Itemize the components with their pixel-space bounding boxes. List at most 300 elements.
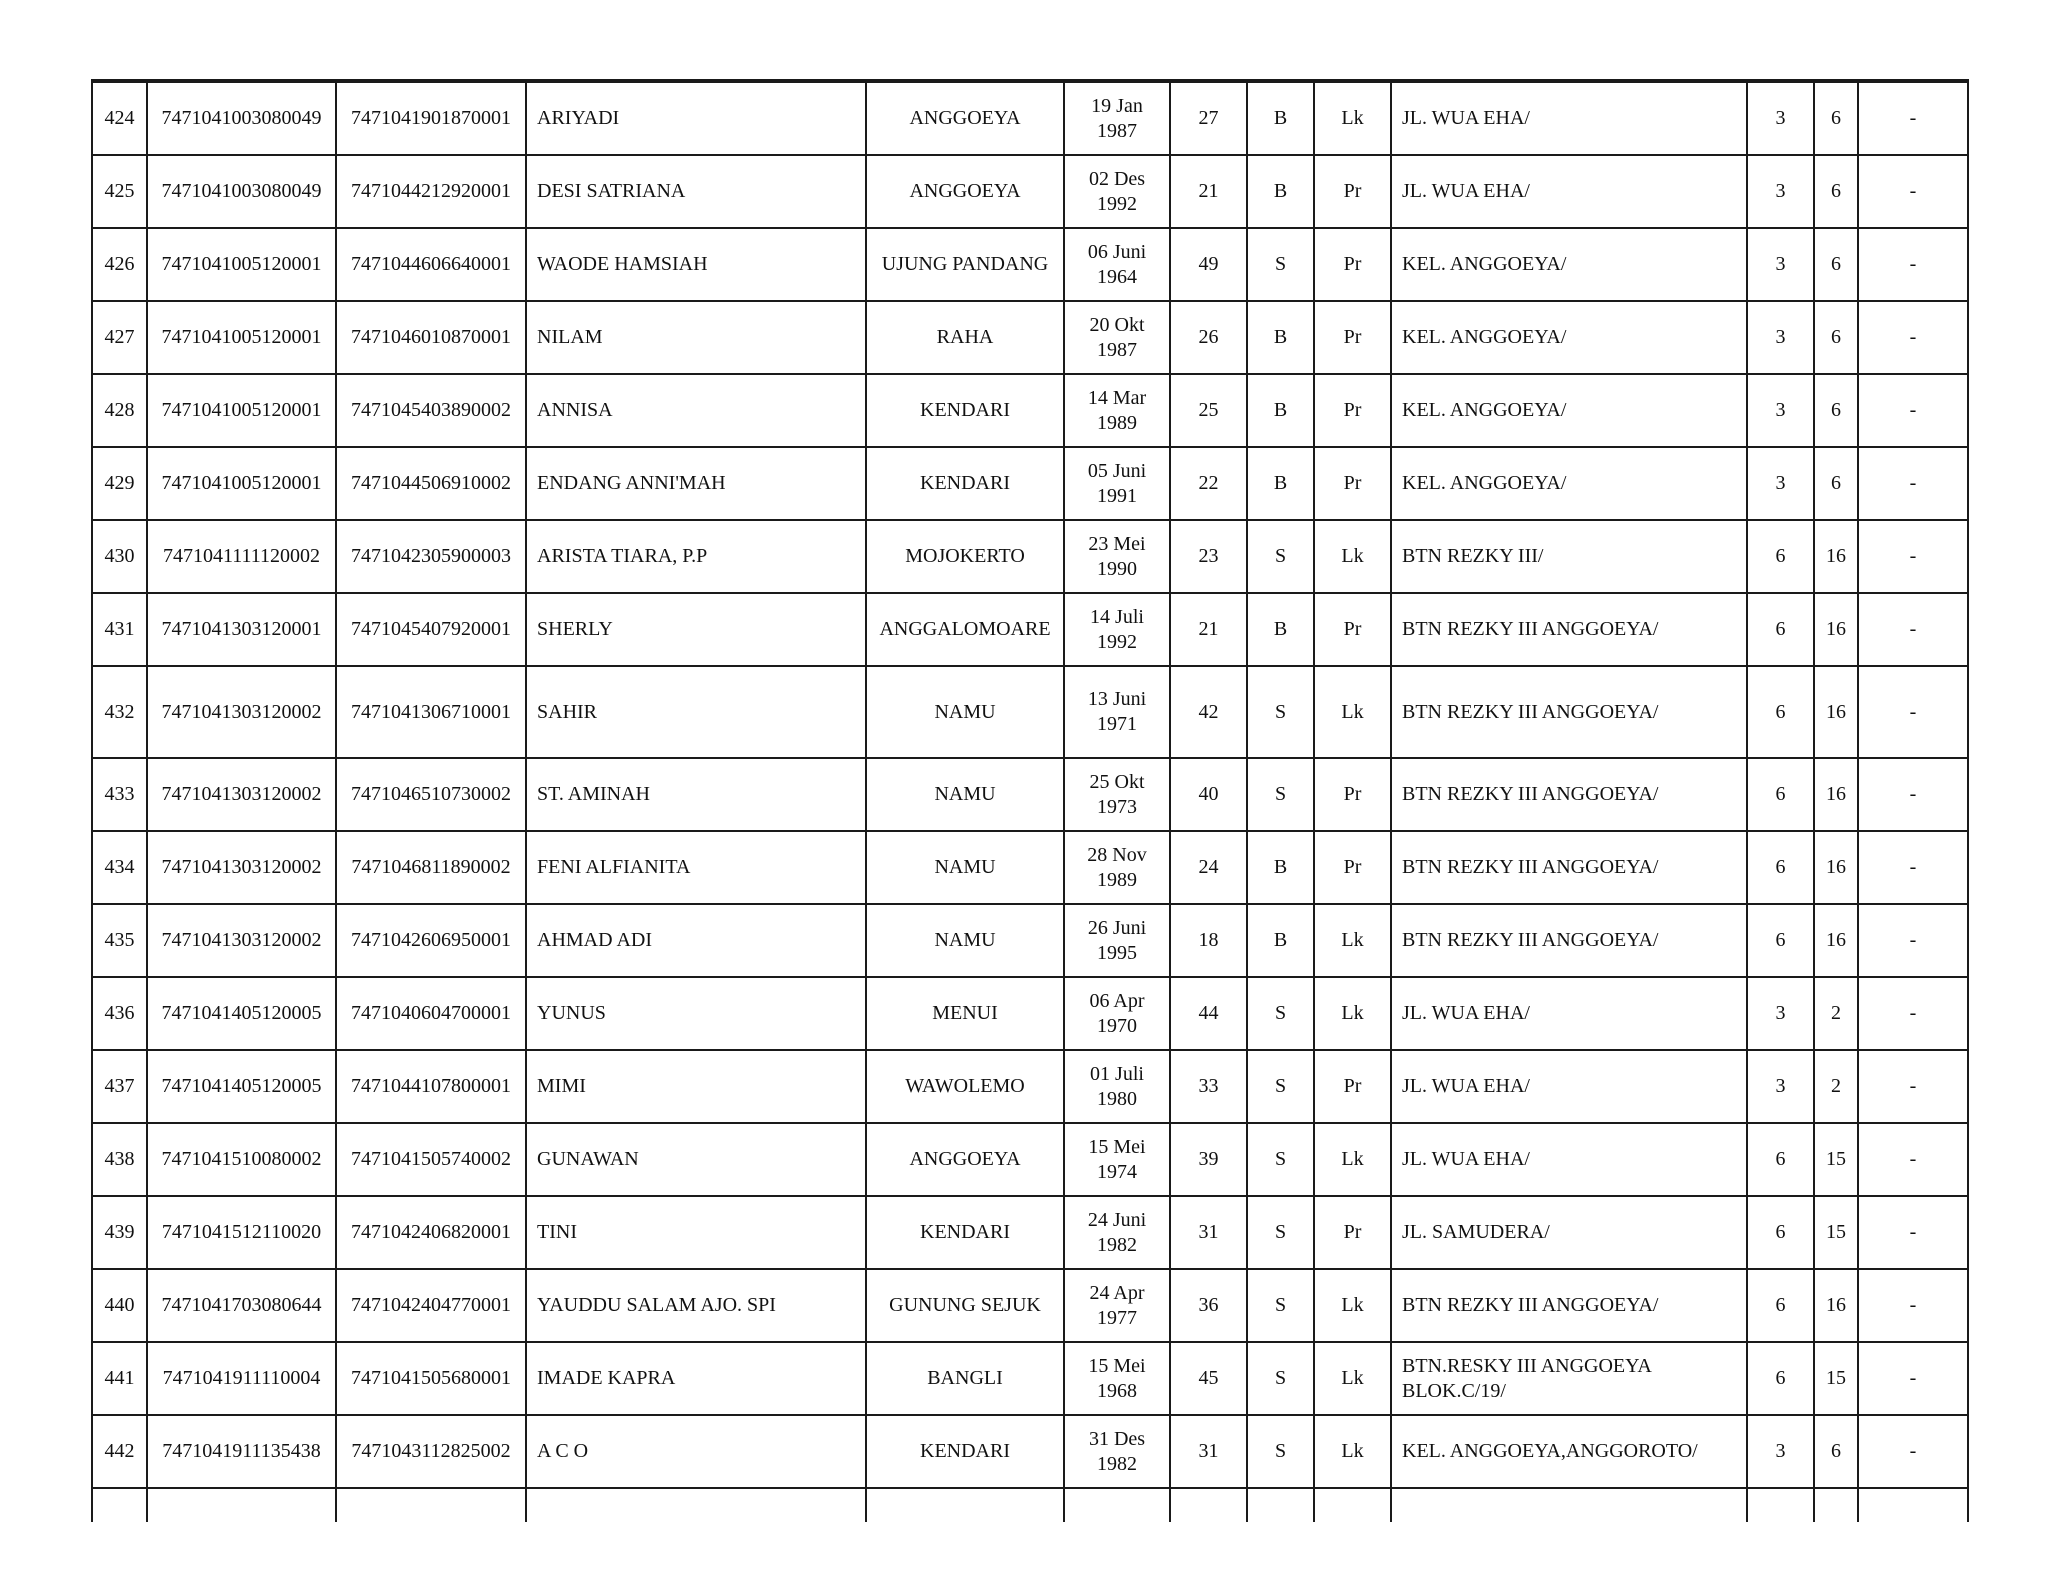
family-card-number-cell: 7471041303120001	[147, 593, 336, 666]
birth-year: 1977	[1097, 1306, 1137, 1329]
row-number-cell: 442	[92, 1415, 147, 1488]
birth-year: 1968	[1097, 1379, 1137, 1402]
birthplace-cell: MOJOKERTO	[866, 520, 1064, 593]
address-cell: BTN REZKY III ANGGOEYA/	[1391, 666, 1747, 758]
rw-cell: 15	[1814, 1123, 1858, 1196]
address-cell: KEL. ANGGOEYA/	[1391, 374, 1747, 447]
rw-cell: 15	[1814, 1196, 1858, 1269]
note-cell: -	[1858, 977, 1968, 1050]
sex-cell: Lk	[1314, 520, 1391, 593]
age-cell: 45	[1170, 1342, 1247, 1415]
family-card-number-cell: 7471041111120002	[147, 520, 336, 593]
birthplace-cell: UJUNG PANDANG	[866, 228, 1064, 301]
rw-cell: 16	[1814, 758, 1858, 831]
birth-day-month: 24 Apr	[1089, 1281, 1145, 1304]
rt-cell: 3	[1747, 301, 1814, 374]
name-cell: ENDANG ANNI'MAH	[526, 447, 866, 520]
id-number-cell: 7471044212920001	[336, 155, 526, 228]
birth-date-cell	[1064, 155, 1170, 228]
note-cell: -	[1858, 301, 1968, 374]
birth-day-month: 06 Juni	[1087, 240, 1147, 263]
address-cell: JL. SAMUDERA/	[1391, 1196, 1747, 1269]
rw-cell: 6	[1814, 155, 1858, 228]
rt-cell: 3	[1747, 1415, 1814, 1488]
birth-day-month: 14 Juli	[1090, 605, 1144, 628]
marital-status-cell: B	[1247, 82, 1314, 155]
marital-status-cell: S	[1247, 520, 1314, 593]
table-row	[92, 374, 1968, 447]
birth-date-cell	[1064, 977, 1170, 1050]
birthplace-cell: KENDARI	[866, 374, 1064, 447]
name-cell: AHMAD ADI	[526, 904, 866, 977]
rt-cell: 3	[1747, 82, 1814, 155]
birth-year: 1982	[1097, 1233, 1137, 1256]
age-cell: 23	[1170, 520, 1247, 593]
table-row	[92, 1269, 1968, 1342]
address-cell: KEL. ANGGOEYA/	[1391, 228, 1747, 301]
family-card-number-cell: 7471041005120001	[147, 374, 336, 447]
address-cell: BTN REZKY III ANGGOEYA/	[1391, 831, 1747, 904]
family-card-number-cell: 7471041510080002	[147, 1123, 336, 1196]
birth-day-month: 25 Okt	[1089, 770, 1145, 793]
birthplace-cell: WAWOLEMO	[866, 1050, 1064, 1123]
row-number-cell: 426	[92, 228, 147, 301]
birth-day-month: 15 Mei	[1088, 1354, 1146, 1377]
name-cell: DESI SATRIANA	[526, 155, 866, 228]
rw-cell: 6	[1814, 374, 1858, 447]
row-number-cell: 436	[92, 977, 147, 1050]
birth-date-cell	[1064, 1196, 1170, 1269]
family-card-number-cell: 7471041003080049	[147, 82, 336, 155]
name-cell: YUNUS	[526, 977, 866, 1050]
table-row	[92, 1342, 1968, 1415]
note-cell: -	[1858, 1415, 1968, 1488]
birth-date-cell	[1064, 1050, 1170, 1123]
marital-status-cell: B	[1247, 301, 1314, 374]
birth-year: 1982	[1097, 1452, 1137, 1475]
table-row	[92, 1123, 1968, 1196]
family-card-number-cell: 7471041303120002	[147, 666, 336, 758]
rt-cell: 6	[1747, 758, 1814, 831]
table-row	[92, 520, 1968, 593]
sex-cell: Lk	[1314, 1415, 1391, 1488]
id-number-cell: 7471044506910002	[336, 447, 526, 520]
family-card-number-cell: 7471041405120005	[147, 1050, 336, 1123]
name-cell: A C O	[526, 1415, 866, 1488]
birthplace-cell: ANGGOEYA	[866, 155, 1064, 228]
note-cell: -	[1858, 593, 1968, 666]
birth-date-cell	[1064, 758, 1170, 831]
sex-cell: Pr	[1314, 1196, 1391, 1269]
birth-day-month: 23 Mei	[1088, 532, 1146, 555]
birth-date-cell	[1064, 1123, 1170, 1196]
address-cell: JL. WUA EHA/	[1391, 1123, 1747, 1196]
rt-cell: 6	[1747, 1342, 1814, 1415]
rw-cell: 16	[1814, 904, 1858, 977]
id-number-cell: 7471046811890002	[336, 831, 526, 904]
table-row	[92, 301, 1968, 374]
birth-year: 1992	[1097, 192, 1137, 215]
birth-year: 1992	[1097, 630, 1137, 653]
rt-cell: 6	[1747, 1196, 1814, 1269]
family-card-number-cell: 7471041303120002	[147, 904, 336, 977]
birth-date-cell	[1064, 831, 1170, 904]
age-cell: 39	[1170, 1123, 1247, 1196]
marital-status-cell: S	[1247, 1269, 1314, 1342]
row-number-cell: 438	[92, 1123, 147, 1196]
sex-cell: Pr	[1314, 758, 1391, 831]
birthplace-cell: KENDARI	[866, 1415, 1064, 1488]
age-cell: 21	[1170, 593, 1247, 666]
age-cell: 31	[1170, 1196, 1247, 1269]
voter-list-table	[91, 79, 1969, 1522]
birth-date-cell	[1064, 447, 1170, 520]
address-cell: BTN REZKY III ANGGOEYA/	[1391, 904, 1747, 977]
birthplace-cell: MENUI	[866, 977, 1064, 1050]
birth-year: 1964	[1097, 265, 1137, 288]
row-number-cell: 431	[92, 593, 147, 666]
age-cell: 36	[1170, 1269, 1247, 1342]
age-cell: 22	[1170, 447, 1247, 520]
address-cell: JL. WUA EHA/	[1391, 1050, 1747, 1123]
row-number-cell: 429	[92, 447, 147, 520]
rw-cell: 6	[1814, 1415, 1858, 1488]
birth-year: 1973	[1097, 795, 1137, 818]
rw-cell: 16	[1814, 593, 1858, 666]
family-card-number-cell: 7471041303120002	[147, 831, 336, 904]
age-cell: 21	[1170, 155, 1247, 228]
family-card-number-cell: 7471041911110004	[147, 1342, 336, 1415]
age-cell: 42	[1170, 666, 1247, 758]
note-cell: -	[1858, 447, 1968, 520]
sex-cell: Pr	[1314, 155, 1391, 228]
address-cell: JL. WUA EHA/	[1391, 155, 1747, 228]
address-cell: BTN REZKY III ANGGOEYA/	[1391, 593, 1747, 666]
row-number-cell: 424	[92, 82, 147, 155]
sex-cell: Lk	[1314, 82, 1391, 155]
table-row	[92, 1196, 1968, 1269]
marital-status-cell: S	[1247, 1196, 1314, 1269]
id-number-cell: 7471045407920001	[336, 593, 526, 666]
marital-status-cell: S	[1247, 1123, 1314, 1196]
id-number-cell: 7471044606640001	[336, 228, 526, 301]
rw-cell: 15	[1814, 1342, 1858, 1415]
address-cell: KEL. ANGGOEYA/	[1391, 447, 1747, 520]
marital-status-cell: B	[1247, 374, 1314, 447]
sex-cell: Pr	[1314, 831, 1391, 904]
marital-status-cell: S	[1247, 1342, 1314, 1415]
marital-status-cell: S	[1247, 758, 1314, 831]
note-cell: -	[1858, 1269, 1968, 1342]
family-card-number-cell: 7471041703080644	[147, 1269, 336, 1342]
marital-status-cell: B	[1247, 831, 1314, 904]
rw-cell: 16	[1814, 1269, 1858, 1342]
table-row	[92, 977, 1968, 1050]
age-cell: 24	[1170, 831, 1247, 904]
row-number-cell: 440	[92, 1269, 147, 1342]
rw-cell: 2	[1814, 977, 1858, 1050]
birth-date-cell	[1064, 82, 1170, 155]
birthplace-cell: NAMU	[866, 758, 1064, 831]
family-card-number-cell: 7471041005120001	[147, 301, 336, 374]
row-number-cell: 434	[92, 831, 147, 904]
birth-year: 1970	[1097, 1014, 1137, 1037]
address-cell: JL. WUA EHA/	[1391, 82, 1747, 155]
birthplace-cell: ANGGOEYA	[866, 1123, 1064, 1196]
rw-cell: 2	[1814, 1050, 1858, 1123]
name-cell: TINI	[526, 1196, 866, 1269]
table-row	[92, 831, 1968, 904]
address-cell: KEL. ANGGOEYA,ANGGOROTO/	[1391, 1415, 1747, 1488]
marital-status-cell: B	[1247, 447, 1314, 520]
birthplace-cell: KENDARI	[866, 447, 1064, 520]
address-cell: BTN REZKY III ANGGOEYA/	[1391, 758, 1747, 831]
birth-day-month: 01 Juli	[1090, 1062, 1144, 1085]
id-number-cell: 7471042406820001	[336, 1196, 526, 1269]
age-cell: 25	[1170, 374, 1247, 447]
sex-cell: Pr	[1314, 301, 1391, 374]
birth-day-month: 06 Apr	[1089, 989, 1145, 1012]
id-number-cell: 7471044107800001	[336, 1050, 526, 1123]
birthplace-cell: NAMU	[866, 666, 1064, 758]
family-card-number-cell: 7471041005120001	[147, 228, 336, 301]
birth-year: 1974	[1097, 1160, 1137, 1183]
marital-status-cell: S	[1247, 1050, 1314, 1123]
row-number-cell: 427	[92, 301, 147, 374]
rt-cell: 3	[1747, 155, 1814, 228]
id-number-cell: 7471045403890002	[336, 374, 526, 447]
birth-year: 1995	[1097, 941, 1137, 964]
note-cell: -	[1858, 374, 1968, 447]
sex-cell: Pr	[1314, 593, 1391, 666]
table-row	[92, 1415, 1968, 1488]
family-card-number-cell: 7471041512110020	[147, 1196, 336, 1269]
age-cell: 27	[1170, 82, 1247, 155]
birthplace-cell: NAMU	[866, 831, 1064, 904]
sex-cell: Lk	[1314, 904, 1391, 977]
marital-status-cell: B	[1247, 155, 1314, 228]
table-row	[92, 1050, 1968, 1123]
row-number-cell: 425	[92, 155, 147, 228]
rw-cell: 6	[1814, 82, 1858, 155]
birthplace-cell: RAHA	[866, 301, 1064, 374]
sex-cell: Pr	[1314, 447, 1391, 520]
note-cell: -	[1858, 1342, 1968, 1415]
age-cell: 18	[1170, 904, 1247, 977]
rw-cell: 6	[1814, 228, 1858, 301]
id-number-cell: 7471041901870001	[336, 82, 526, 155]
birthplace-cell: BANGLI	[866, 1342, 1064, 1415]
birth-day-month: 20 Okt	[1089, 313, 1145, 336]
name-cell: ARISTA TIARA, P.P	[526, 520, 866, 593]
name-cell: WAODE HAMSIAH	[526, 228, 866, 301]
rt-cell: 6	[1747, 831, 1814, 904]
sex-cell: Lk	[1314, 977, 1391, 1050]
table-row	[92, 228, 1968, 301]
table-row	[92, 593, 1968, 666]
rt-cell: 3	[1747, 447, 1814, 520]
family-card-number-cell: 7471041303120002	[147, 758, 336, 831]
age-cell: 49	[1170, 228, 1247, 301]
id-number-cell: 7471043112825002	[336, 1415, 526, 1488]
address-cell: BTN.RESKY III ANGGOEYA BLOK.C/19/	[1391, 1342, 1747, 1415]
table-row	[92, 82, 1968, 155]
sex-cell: Pr	[1314, 374, 1391, 447]
birth-year: 1987	[1097, 119, 1137, 142]
id-number-cell: 7471041505740002	[336, 1123, 526, 1196]
marital-status-cell: S	[1247, 977, 1314, 1050]
age-cell: 44	[1170, 977, 1247, 1050]
birth-day-month: 13 Juni	[1087, 688, 1147, 710]
family-card-number-cell: 7471041003080049	[147, 155, 336, 228]
age-cell: 26	[1170, 301, 1247, 374]
family-card-number-cell: 7471041005120001	[147, 447, 336, 520]
rt-cell: 3	[1747, 977, 1814, 1050]
birth-date-cell	[1064, 520, 1170, 593]
address-cell: KEL. ANGGOEYA/	[1391, 301, 1747, 374]
marital-status-cell: B	[1247, 904, 1314, 977]
note-cell: -	[1858, 228, 1968, 301]
rt-cell: 6	[1747, 1269, 1814, 1342]
rw-cell: 16	[1814, 666, 1858, 758]
rt-cell: 6	[1747, 904, 1814, 977]
birth-day-month: 31 Des	[1088, 1427, 1146, 1450]
note-cell: -	[1858, 831, 1968, 904]
birth-year: 1990	[1097, 557, 1137, 580]
rt-cell: 6	[1747, 1123, 1814, 1196]
birth-date-cell	[1064, 1269, 1170, 1342]
name-cell: ST. AMINAH	[526, 758, 866, 831]
age-cell: 31	[1170, 1415, 1247, 1488]
note-cell: -	[1858, 666, 1968, 758]
sex-cell: Pr	[1314, 228, 1391, 301]
sex-cell: Pr	[1314, 1050, 1391, 1123]
rt-cell: 6	[1747, 520, 1814, 593]
birth-date-cell	[1064, 1415, 1170, 1488]
birth-year: 1991	[1097, 484, 1137, 507]
birth-year: 1971	[1097, 713, 1137, 735]
family-card-number-cell: 7471041911135438	[147, 1415, 336, 1488]
rw-cell: 16	[1814, 831, 1858, 904]
age-cell: 40	[1170, 758, 1247, 831]
birth-year: 1989	[1097, 868, 1137, 891]
note-cell: -	[1858, 1196, 1968, 1269]
birth-year: 1980	[1097, 1087, 1137, 1110]
row-number-cell: 428	[92, 374, 147, 447]
name-cell: ARIYADI	[526, 82, 866, 155]
row-number-cell: 439	[92, 1196, 147, 1269]
rw-cell: 16	[1814, 520, 1858, 593]
row-number-cell: 432	[92, 666, 147, 758]
marital-status-cell: S	[1247, 666, 1314, 758]
birthplace-cell: NAMU	[866, 904, 1064, 977]
family-card-number-cell: 7471041405120005	[147, 977, 336, 1050]
address-cell: BTN REZKY III/	[1391, 520, 1747, 593]
table-body	[92, 80, 1968, 1522]
row-number-cell: 430	[92, 520, 147, 593]
name-cell: ANNISA	[526, 374, 866, 447]
birth-day-month: 28 Nov	[1087, 843, 1147, 866]
marital-status-cell: S	[1247, 1415, 1314, 1488]
rt-cell: 3	[1747, 228, 1814, 301]
note-cell: -	[1858, 1123, 1968, 1196]
address-cell: JL. WUA EHA/	[1391, 977, 1747, 1050]
name-cell: YAUDDU SALAM AJO. SPI	[526, 1269, 866, 1342]
birth-date-cell	[1064, 593, 1170, 666]
marital-status-cell: B	[1247, 593, 1314, 666]
sex-cell: Lk	[1314, 1123, 1391, 1196]
birth-day-month: 19 Jan	[1091, 94, 1143, 117]
note-cell: -	[1858, 758, 1968, 831]
name-cell: IMADE KAPRA	[526, 1342, 866, 1415]
name-cell: FENI ALFIANITA	[526, 831, 866, 904]
name-cell: MIMI	[526, 1050, 866, 1123]
rw-cell: 6	[1814, 301, 1858, 374]
name-cell: GUNAWAN	[526, 1123, 866, 1196]
marital-status-cell: S	[1247, 228, 1314, 301]
birth-day-month: 02 Des	[1088, 167, 1146, 190]
row-number-cell: 441	[92, 1342, 147, 1415]
row-number-cell: 435	[92, 904, 147, 977]
birthplace-cell: GUNUNG SEJUK	[866, 1269, 1064, 1342]
note-cell: -	[1858, 1050, 1968, 1123]
id-number-cell: 7471041505680001	[336, 1342, 526, 1415]
rt-cell: 6	[1747, 666, 1814, 758]
rt-cell: 3	[1747, 1050, 1814, 1123]
sex-cell: Lk	[1314, 1269, 1391, 1342]
birth-year: 1989	[1097, 411, 1137, 434]
sex-cell: Lk	[1314, 1342, 1391, 1415]
note-cell: -	[1858, 520, 1968, 593]
sex-cell: Lk	[1314, 666, 1391, 758]
birthplace-cell: ANGGOEYA	[866, 82, 1064, 155]
id-number-cell: 7471042606950001	[336, 904, 526, 977]
rt-cell: 6	[1747, 593, 1814, 666]
age-cell: 33	[1170, 1050, 1247, 1123]
birth-date-cell	[1064, 666, 1170, 758]
id-number-cell: 7471042404770001	[336, 1269, 526, 1342]
birthplace-cell: KENDARI	[866, 1196, 1064, 1269]
name-cell: NILAM	[526, 301, 866, 374]
birth-day-month: 05 Juni	[1087, 459, 1147, 482]
name-cell: SAHIR	[526, 666, 866, 758]
table-row	[92, 447, 1968, 520]
note-cell: -	[1858, 904, 1968, 977]
birthplace-cell: ANGGALOMOARE	[866, 593, 1064, 666]
name-cell: SHERLY	[526, 593, 866, 666]
row-number-cell: 437	[92, 1050, 147, 1123]
note-cell: -	[1858, 155, 1968, 228]
table-row	[92, 155, 1968, 228]
table-row	[92, 904, 1968, 977]
id-number-cell: 7471041306710001	[336, 666, 526, 758]
rw-cell: 6	[1814, 447, 1858, 520]
id-number-cell: 7471042305900003	[336, 520, 526, 593]
id-number-cell: 7471046010870001	[336, 301, 526, 374]
birth-date-cell	[1064, 301, 1170, 374]
note-cell: -	[1858, 82, 1968, 155]
table-bottom-continuation	[92, 1488, 1968, 1522]
id-number-cell: 7471040604700001	[336, 977, 526, 1050]
id-number-cell: 7471046510730002	[336, 758, 526, 831]
birth-day-month: 14 Mar	[1087, 386, 1147, 409]
address-cell: BTN REZKY III ANGGOEYA/	[1391, 1269, 1747, 1342]
birth-year: 1987	[1097, 338, 1137, 361]
rt-cell: 3	[1747, 374, 1814, 447]
row-number-cell: 433	[92, 758, 147, 831]
birth-date-cell	[1064, 374, 1170, 447]
birth-date-cell	[1064, 904, 1170, 977]
